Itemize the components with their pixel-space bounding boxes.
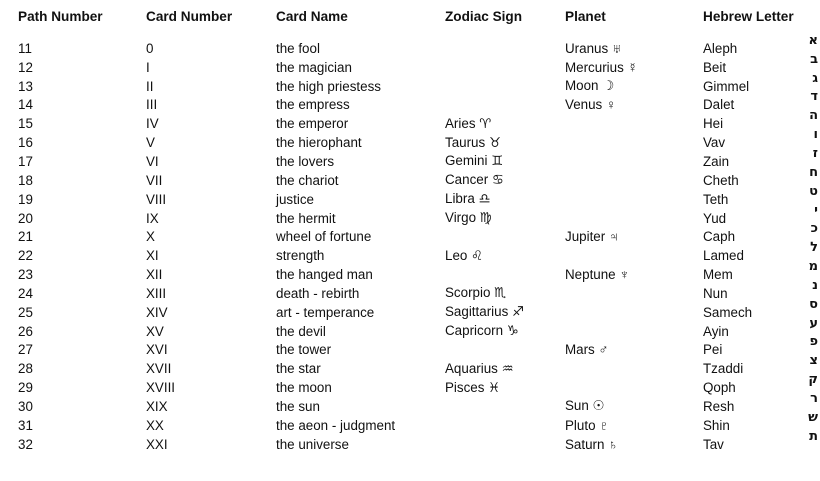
header-card-number: Card Number <box>146 8 233 24</box>
table-row <box>18 114 818 133</box>
hebrew-letter-name: Hei <box>703 116 724 132</box>
card-number-cell: X <box>146 229 155 245</box>
hebrew-letter-glyph: ז <box>812 145 818 161</box>
tarot-correspondence-table <box>18 6 818 454</box>
zodiac-sign-cell <box>445 58 565 77</box>
table-row <box>18 246 818 265</box>
zodiac-sign-cell <box>445 416 565 435</box>
table-row <box>18 190 818 209</box>
path-number-cell: 23 <box>18 267 33 283</box>
hebrew-letter-wrap <box>703 334 818 358</box>
zodiac-sign-cell <box>445 397 565 416</box>
hebrew-letter-wrap <box>703 221 818 245</box>
hebrew-letter-name: Yud <box>703 210 727 226</box>
zodiac-sign-cell: Leo ♌ <box>445 247 484 263</box>
hebrew-letter-name: Gimmel <box>703 78 750 94</box>
hebrew-letter-cell <box>703 390 818 416</box>
path-number-cell: 25 <box>18 304 33 320</box>
table-row <box>18 209 818 228</box>
hebrew-letter-name: Qoph <box>703 380 736 396</box>
card-name-cell: wheel of fortune <box>276 229 372 245</box>
zodiac-sign-cell: Virgo ♍ <box>445 210 492 226</box>
hebrew-letter-cell <box>703 315 818 341</box>
hebrew-letter-cell <box>703 259 818 284</box>
hebrew-letter-cell <box>703 277 818 303</box>
card-number-cell: XVII <box>146 361 172 377</box>
hebrew-letter-wrap <box>703 428 818 452</box>
planet-cell: Neptune ♆ <box>565 267 630 283</box>
card-number-cell: VIII <box>146 191 167 207</box>
card-name-cell: the empress <box>276 97 350 113</box>
hebrew-letter-wrap <box>703 89 818 113</box>
table-row <box>18 96 818 115</box>
card-number-cell: XX <box>146 417 164 433</box>
hebrew-letter-name: Resh <box>703 398 735 414</box>
card-name-cell: the devil <box>276 323 326 339</box>
hebrew-letter-name: Shin <box>703 417 730 433</box>
table-row <box>18 133 818 152</box>
hebrew-letter-wrap <box>703 353 818 377</box>
planet-cell <box>565 378 703 397</box>
hebrew-letter-cell <box>703 428 818 454</box>
hebrew-letter-glyph: ס <box>809 296 818 312</box>
planet-cell: Uranus ♅ <box>565 40 622 56</box>
planet-cell <box>565 322 703 341</box>
card-number-cell: V <box>146 135 155 151</box>
hebrew-letter-name: Zain <box>703 153 730 169</box>
card-number-cell: IV <box>146 116 159 132</box>
path-number-cell: 14 <box>18 97 33 113</box>
card-number-cell: IX <box>146 210 159 226</box>
table-row <box>18 416 818 435</box>
zodiac-sign-cell: Aquarius ♒ <box>445 360 514 376</box>
table-row <box>18 435 818 454</box>
card-number-cell: XXI <box>146 436 168 452</box>
hebrew-letter-glyph: ע <box>809 315 818 331</box>
hebrew-letter-cell <box>703 32 818 58</box>
planet-cell: Pluto ♇ <box>565 417 610 433</box>
planet-cell <box>565 114 703 133</box>
zodiac-sign-cell: Scorpio ♏ <box>445 285 507 301</box>
zodiac-sign-cell: Cancer ♋ <box>445 172 504 188</box>
zodiac-sign-cell <box>445 39 565 58</box>
hebrew-letter-cell <box>703 183 818 209</box>
card-name-cell: strength <box>276 248 325 264</box>
hebrew-letter-name: Vav <box>703 135 726 151</box>
zodiac-sign-cell <box>445 435 565 454</box>
card-number-cell: XVIII <box>146 380 176 396</box>
hebrew-letter-name: Dalet <box>703 97 735 113</box>
card-name-cell: the emperor <box>276 116 349 132</box>
card-number-cell: VII <box>146 172 163 188</box>
hebrew-letter-cell <box>703 164 818 190</box>
path-number-cell: 13 <box>18 78 33 94</box>
card-number-cell: VI <box>146 153 159 169</box>
zodiac-sign-cell <box>445 96 565 115</box>
zodiac-sign-cell <box>445 227 565 246</box>
header-spacer <box>18 26 818 39</box>
table-row <box>18 303 818 322</box>
table-row <box>18 397 818 416</box>
zodiac-sign-cell: Taurus ♉ <box>445 134 501 150</box>
header-card-name: Card Name <box>276 8 348 24</box>
hebrew-letter-name: Tzaddi <box>703 361 744 377</box>
hebrew-letter-cell <box>703 334 818 360</box>
hebrew-letter-wrap <box>703 259 818 283</box>
hebrew-letter-wrap <box>703 409 818 433</box>
card-name-cell: the hierophant <box>276 135 362 151</box>
hebrew-letter-glyph: ק <box>808 372 818 388</box>
header-planet: Planet <box>565 8 606 24</box>
table-row <box>18 77 818 96</box>
hebrew-letter-cell <box>703 372 818 397</box>
table-row <box>18 227 818 246</box>
card-name-cell: the high priestess <box>276 78 381 94</box>
hebrew-letter-cell <box>703 70 818 96</box>
table-row <box>18 58 818 77</box>
hebrew-letter-glyph: ו <box>813 127 818 143</box>
hebrew-letter-glyph: כ <box>810 221 818 237</box>
hebrew-letter-cell <box>703 240 818 265</box>
hebrew-letter-cell <box>703 221 818 246</box>
hebrew-letter-wrap <box>703 164 818 188</box>
path-number-cell: 21 <box>18 229 33 245</box>
path-number-cell: 31 <box>18 417 33 433</box>
card-number-cell: XIX <box>146 398 168 414</box>
hebrew-letter-wrap <box>703 296 818 320</box>
header-hebrew-letter: Hebrew Letter <box>703 8 794 24</box>
planet-cell <box>565 152 703 171</box>
path-number-cell: 29 <box>18 380 33 396</box>
path-number-cell: 24 <box>18 285 33 301</box>
path-number-cell: 20 <box>18 210 33 226</box>
card-number-cell: I <box>146 59 150 75</box>
table-body <box>18 26 818 454</box>
planet-cell <box>565 133 703 152</box>
hebrew-letter-name: Teth <box>703 191 729 207</box>
zodiac-sign-cell <box>445 341 565 360</box>
hebrew-letter-wrap <box>703 277 818 301</box>
path-number-cell: 16 <box>18 135 33 151</box>
hebrew-letter-glyph: ח <box>809 164 818 180</box>
hebrew-letter-wrap <box>703 70 818 94</box>
card-name-cell: art - temperance <box>276 304 375 320</box>
card-number-cell: XVI <box>146 342 168 358</box>
hebrew-letter-name: Ayin <box>703 323 729 339</box>
table-row <box>18 284 818 303</box>
hebrew-letter-glyph: ה <box>809 108 818 124</box>
hebrew-letter-name: Mem <box>703 267 733 283</box>
card-name-cell: the aeon - judgment <box>276 417 396 433</box>
hebrew-letter-name: Beit <box>703 59 727 75</box>
hebrew-letter-glyph: ר <box>810 390 818 406</box>
path-number-cell: 28 <box>18 361 33 377</box>
zodiac-sign-cell: Sagittarius ♐ <box>445 304 524 320</box>
card-number-cell: XIV <box>146 304 168 320</box>
hebrew-letter-glyph: י <box>814 202 818 218</box>
path-number-cell: 18 <box>18 172 33 188</box>
hebrew-letter-name: Pei <box>703 342 723 358</box>
table-row <box>18 39 818 58</box>
card-name-cell: the universe <box>276 436 349 452</box>
card-name-cell: the chariot <box>276 172 339 188</box>
hebrew-letter-wrap <box>703 51 818 75</box>
hebrew-letter-wrap <box>703 202 818 226</box>
hebrew-letter-wrap <box>703 183 818 207</box>
hebrew-letter-glyph: ט <box>809 183 818 199</box>
planet-cell: Mars ♂ <box>565 342 609 358</box>
path-number-cell: 32 <box>18 436 33 452</box>
hebrew-letter-glyph: ש <box>808 409 818 425</box>
header-zodiac-sign: Zodiac Sign <box>445 8 523 24</box>
hebrew-letter-cell <box>703 353 818 378</box>
hebrew-letter-cell <box>703 202 818 228</box>
path-number-cell: 11 <box>18 40 32 56</box>
card-name-cell: the moon <box>276 380 332 396</box>
hebrew-letter-cell <box>703 108 818 133</box>
card-number-cell: XII <box>146 267 163 283</box>
hebrew-letter-name: Aleph <box>703 40 738 56</box>
hebrew-letter-wrap <box>703 240 818 264</box>
hebrew-letter-wrap <box>703 315 818 339</box>
hebrew-letter-glyph: ד <box>810 89 818 105</box>
card-name-cell: the lovers <box>276 153 335 169</box>
card-number-cell: III <box>146 97 158 113</box>
card-number-cell: II <box>146 78 154 94</box>
hebrew-letter-name: Tav <box>703 436 724 452</box>
hebrew-letter-wrap <box>703 390 818 414</box>
planet-cell: Jupiter ♃ <box>565 229 619 245</box>
path-number-cell: 26 <box>18 323 33 339</box>
path-number-cell: 12 <box>18 59 33 75</box>
card-name-cell: the hermit <box>276 210 336 226</box>
planet-cell: Moon ☽ <box>565 78 615 94</box>
card-number-cell: 0 <box>146 40 154 56</box>
path-number-cell: 30 <box>18 398 33 414</box>
card-name-cell: the star <box>276 361 321 377</box>
path-number-cell: 19 <box>18 191 33 207</box>
hebrew-letter-glyph: ת <box>809 428 818 444</box>
card-name-cell: the fool <box>276 40 320 56</box>
card-name-cell: the magician <box>276 59 352 75</box>
planet-cell <box>565 209 703 228</box>
planet-cell <box>565 171 703 190</box>
card-name-cell: justice <box>276 191 314 207</box>
planet-cell <box>565 284 703 303</box>
table-row <box>18 322 818 341</box>
hebrew-letter-cell <box>703 296 818 322</box>
header-path-number: Path Number <box>18 8 103 24</box>
hebrew-letter-glyph: נ <box>812 277 818 293</box>
hebrew-letter-glyph: מ <box>808 259 818 275</box>
card-number-cell: XIII <box>146 285 167 301</box>
path-number-cell: 27 <box>18 342 33 358</box>
card-number-cell: XV <box>146 323 164 339</box>
hebrew-letter-wrap <box>703 372 818 396</box>
planet-cell <box>565 246 703 265</box>
hebrew-letter-glyph: ב <box>810 51 818 67</box>
hebrew-letter-cell <box>703 409 818 435</box>
planet-cell <box>565 359 703 378</box>
table-row <box>18 265 818 284</box>
card-name-cell: the sun <box>276 398 320 414</box>
table-row <box>18 152 818 171</box>
planet-cell: Mercurius ☿ <box>565 59 638 75</box>
hebrew-letter-name: Lamed <box>703 248 744 264</box>
path-number-cell: 17 <box>18 153 33 169</box>
hebrew-letter-name: Nun <box>703 285 728 301</box>
hebrew-letter-name: Caph <box>703 229 736 245</box>
card-number-cell: XI <box>146 248 159 264</box>
hebrew-letter-glyph: ל <box>810 240 818 256</box>
table-row <box>18 359 818 378</box>
hebrew-letter-glyph: צ <box>809 353 818 369</box>
hebrew-letter-name: Cheth <box>703 172 739 188</box>
hebrew-letter-wrap <box>703 32 818 56</box>
table-header <box>18 6 818 26</box>
hebrew-letter-glyph: ג <box>812 70 818 86</box>
hebrew-letter-cell <box>703 145 818 171</box>
hebrew-letter-cell <box>703 51 818 77</box>
table-row <box>18 171 818 190</box>
hebrew-letter-glyph: א <box>808 32 818 48</box>
zodiac-sign-cell <box>445 77 565 96</box>
zodiac-sign-cell: Pisces ♓ <box>445 379 501 395</box>
hebrew-letter-cell <box>703 89 818 115</box>
hebrew-letter-cell <box>703 127 818 152</box>
card-name-cell: the tower <box>276 342 332 358</box>
planet-cell: Venus ♀ <box>565 97 616 113</box>
hebrew-letter-wrap <box>703 108 818 132</box>
hebrew-letter-wrap <box>703 145 818 169</box>
planet-cell <box>565 190 703 209</box>
zodiac-sign-cell: Aries ♈ <box>445 115 492 131</box>
hebrew-letter-name: Samech <box>703 304 753 320</box>
planet-cell: Sun ☉ <box>565 398 605 414</box>
hebrew-letter-wrap <box>703 127 818 151</box>
path-number-cell: 22 <box>18 248 33 264</box>
zodiac-sign-cell: Libra ♎ <box>445 191 491 207</box>
card-name-cell: death - rebirth <box>276 285 360 301</box>
table-row <box>18 378 818 397</box>
zodiac-sign-cell: Gemini ♊ <box>445 153 504 169</box>
path-number-cell: 15 <box>18 116 33 132</box>
header-row <box>18 6 818 26</box>
planet-cell: Saturn ♄ <box>565 436 619 452</box>
hebrew-letter-glyph: פ <box>809 334 818 350</box>
zodiac-sign-cell: Capricorn ♑ <box>445 323 519 339</box>
zodiac-sign-cell <box>445 265 565 284</box>
table-row <box>18 341 818 360</box>
card-name-cell: the hanged man <box>276 267 373 283</box>
planet-cell <box>565 303 703 322</box>
